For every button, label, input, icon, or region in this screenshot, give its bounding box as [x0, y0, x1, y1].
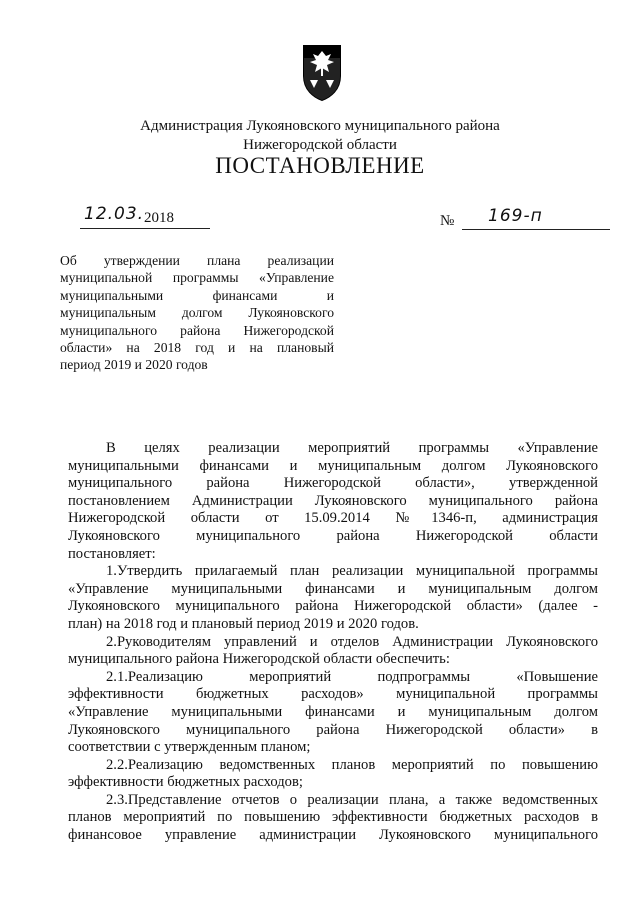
body-line: В целях реализации мероприятий программы «Управление	[106, 440, 598, 456]
body-line: муниципального района Нижегородской области обеспечить:	[68, 651, 450, 668]
body-line: 2.Руководителям управлений и отделов Администрации Лукояновского	[106, 633, 598, 650]
body-line: соответствии с утвержденным планом;	[68, 739, 311, 756]
subject-line: муниципальными финансами и	[60, 287, 334, 303]
body-line: Лукояновского муниципального района Нижегородской области» (далее -	[68, 598, 598, 615]
subject-line: муниципальным долгом Лукояновского	[60, 305, 334, 321]
body-line: план) на 2018 год и плановый период 2019 и 2020 годов.	[68, 615, 419, 632]
body-line: «Управление муниципальными финансами и муниципальным долгом	[68, 703, 598, 720]
body-line: постановляет:	[68, 545, 156, 562]
body-line: 2.1.Реализацию мероприятий подпрограммы «Повышение	[106, 668, 598, 685]
subject-line: Об утверждении плана реализации	[60, 253, 334, 268]
body-line: эффективности бюджетных расходов;	[68, 774, 303, 791]
body-line: постановлением Администрации Лукояновского муниципального района	[68, 492, 598, 509]
number-sign: №	[440, 213, 455, 229]
body-line: Лукояновского муниципального района Нижегородской области» в	[68, 721, 598, 738]
document-subject	[60, 252, 334, 374]
org-name-line1: Администрация Лукояновского муниципального района	[140, 118, 500, 134]
document-type: ПОСТАНОВЛЕНИЕ	[215, 153, 425, 178]
body-line: «Управление муниципальными финансами и муниципальным долгом	[68, 580, 598, 597]
body-line: 2.2.Реализацию ведомственных планов мероприятий по повышению	[106, 756, 598, 773]
number-handwritten: 169-п	[488, 206, 543, 226]
body-line: эффективности бюджетных расходов» муниципальной программы	[68, 686, 598, 703]
date-year: 2018	[144, 210, 174, 226]
body-line: 2.3.Представление отчетов о реализации плана, а также ведомственных	[106, 791, 598, 808]
coat-of-arms-icon	[300, 42, 344, 102]
body-line: Лукояновского муниципального района Нижегородской области	[68, 527, 598, 544]
body-line: муниципальными финансами и муниципальным долгом Лукояновского	[68, 457, 598, 474]
date-handwritten: 12.03.	[84, 204, 145, 224]
subject-line: муниципальной программы «Управление	[60, 270, 334, 286]
body-line: планов мероприятий по повышению эффективности бюджетных расходов в	[68, 809, 598, 826]
body-line: муниципального района Нижегородской области», утвержденной	[68, 475, 598, 492]
body-line: Нижегородской области от 15.09.2014 №1346-п, администрация	[68, 510, 598, 527]
document-body	[68, 440, 598, 845]
body-line: 1.Утвердить прилагаемый план реализации муниципальной программы	[106, 563, 598, 580]
subject-line: области» на 2018 год и на плановый	[60, 340, 334, 356]
subject-line: период 2019 и 2020 годов	[60, 357, 208, 373]
subject-line: муниципального района Нижегородской	[60, 322, 334, 338]
org-name-line2: Нижегородской области	[243, 137, 397, 153]
body-line: финансовое управление администрации Лукояновского муниципального	[68, 827, 598, 844]
